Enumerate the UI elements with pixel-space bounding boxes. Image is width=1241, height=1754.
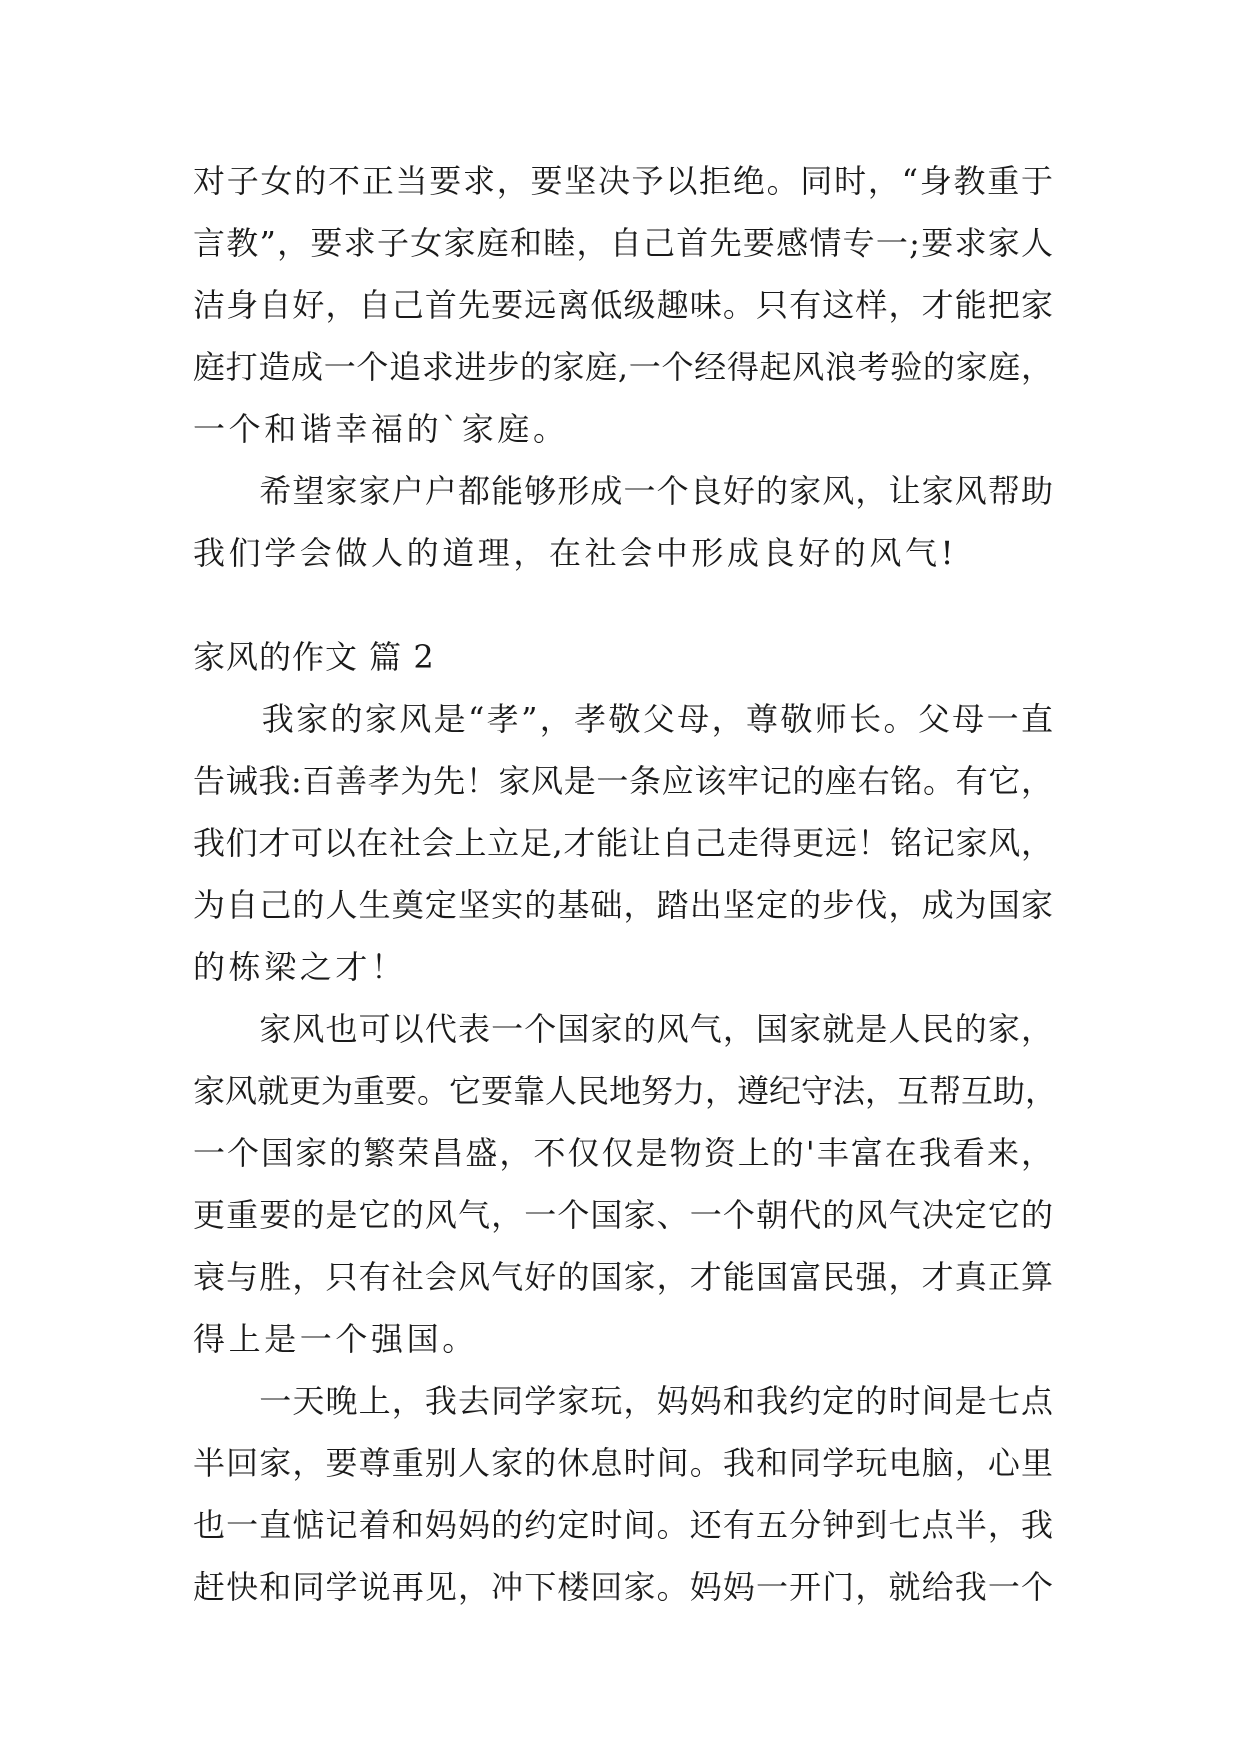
- text-line: 庭打造成一个追求进步的家庭,一个经得起风浪考验的家庭，: [193, 348, 1053, 386]
- text-line: 家风就更为重要。它要靠人民地努力，遵纪守法，互帮互助，: [193, 1072, 1058, 1110]
- text-line: 对子女的不正当要求，要坚决予以拒绝。同时，“身教重于: [193, 162, 1053, 200]
- text-line: 为自己的人生奠定坚实的基础，踏出坚定的步伐，成为国家: [193, 886, 1053, 924]
- text-line: 洁身自好，自己首先要远离低级趣味。只有这样，才能把家: [193, 286, 1053, 324]
- text-line: 的栋梁之才！: [193, 948, 407, 986]
- text-line: 我们才可以在社会上立足,才能让自己走得更远！铭记家风，: [193, 824, 1053, 862]
- text-line: 也一直惦记着和妈妈的约定时间。还有五分钟到七点半，我: [193, 1506, 1053, 1544]
- text-line: 得上是一个强国。: [193, 1320, 478, 1358]
- text-line: 赶快和同学说再见，冲下楼回家。妈妈一开门，就给我一个: [193, 1568, 1053, 1606]
- text-line: 半回家，要尊重别人家的休息时间。我和同学玩电脑，心里: [193, 1444, 1053, 1482]
- text-line: 一天晚上，我去同学家玩，妈妈和我约定的时间是七点: [193, 1382, 1053, 1420]
- text-line: 更重要的是它的风气，一个国家、一个朝代的风气决定它的: [193, 1196, 1053, 1234]
- text-line: 一个国家的繁荣昌盛，不仅仅是物资上的'丰富在我看来，: [193, 1134, 1053, 1172]
- text-line: 一个和谐幸福的`家庭。: [193, 410, 569, 448]
- text-line: 言教”，要求子女家庭和睦，自己首先要感情专一;要求家人: [193, 224, 1053, 262]
- text-line: 衰与胜，只有社会风气好的国家，才能国富民强，才真正算: [193, 1258, 1053, 1296]
- text-line: 我家的家风是“孝”，孝敬父母，尊敬师长。父母一直: [193, 700, 1053, 738]
- section-heading: 家风的作文 篇 2: [193, 638, 435, 676]
- text-line: 我们学会做人的道理，在社会中形成良好的风气!: [193, 534, 958, 572]
- text-line: 希望家家户户都能够形成一个良好的家风，让家风帮助: [193, 472, 1053, 510]
- text-line: 告诫我:百善孝为先！家风是一条应该牢记的座右铭。有它，: [193, 762, 1053, 800]
- text-line: 家风也可以代表一个国家的风气，国家就是人民的家，: [193, 1010, 1053, 1048]
